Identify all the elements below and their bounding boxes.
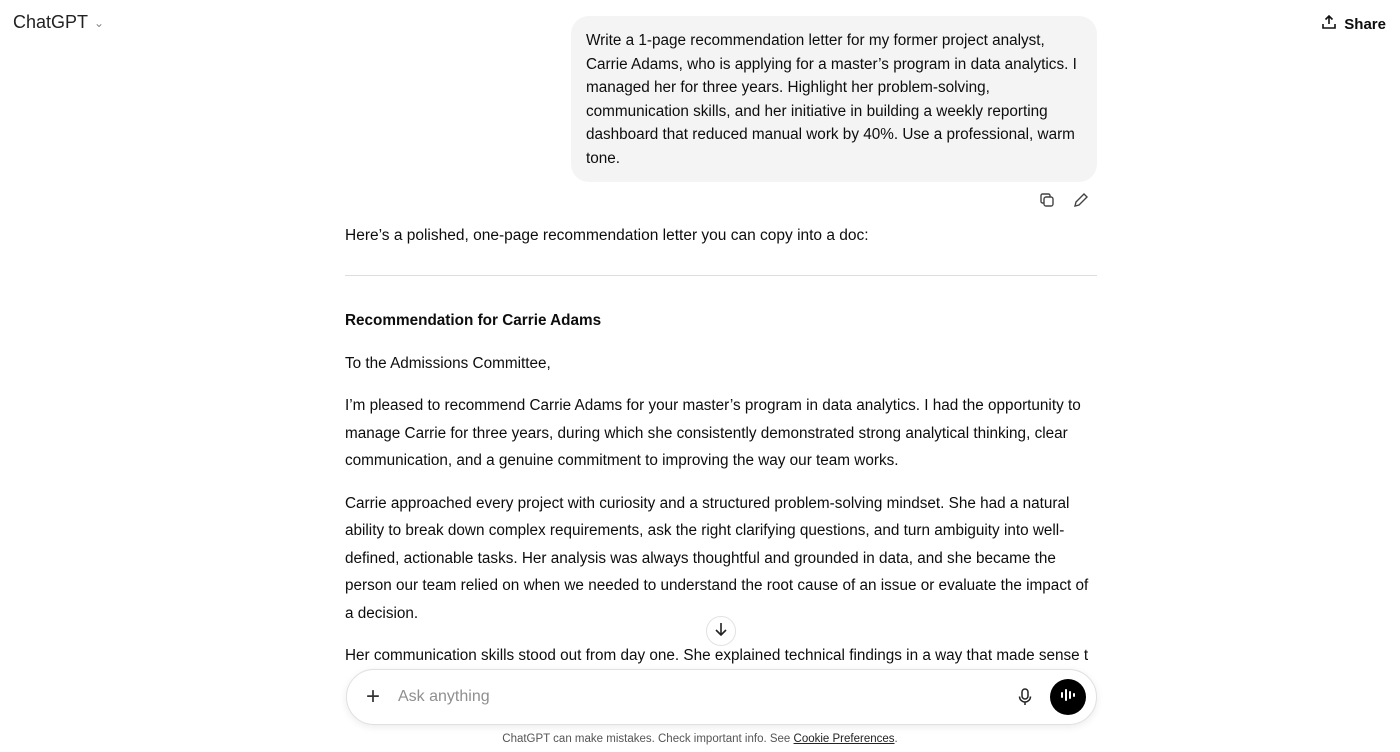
scroll-down-button[interactable] bbox=[706, 616, 736, 646]
cookie-preferences-link[interactable]: Cookie Preferences bbox=[793, 733, 895, 745]
composer bbox=[346, 669, 1097, 725]
microphone-icon[interactable] bbox=[1014, 688, 1036, 706]
message-input[interactable] bbox=[398, 688, 1014, 706]
letter-paragraph: I’m pleased to recommend Carrie Adams for your master’s program in data analytics. I had the opportunity to manage Carrie for three years, during which she consistently demonstrated strong analytical thinking, clear communication, and a genuine commitment to improving the way our team works. bbox=[345, 397, 1081, 469]
chevron-down-icon: ⌄ bbox=[94, 15, 105, 30]
disclaimer-end: . bbox=[894, 733, 898, 745]
waveform-icon bbox=[1060, 688, 1076, 707]
share-label: Share bbox=[1344, 15, 1386, 33]
letter-paragraph: Her communication skills stood out from day one. She explained technical findings in a way that made sense t bbox=[345, 647, 1089, 664]
arrow-down-icon bbox=[714, 622, 728, 641]
edit-icon[interactable] bbox=[1071, 190, 1091, 210]
disclaimer-text: ChatGPT can make mistakes. Check important info. See bbox=[502, 733, 794, 745]
letter-title: Recommendation for Carrie Adams bbox=[345, 312, 602, 329]
divider bbox=[345, 275, 1097, 276]
letter-paragraph: Carrie approached every project with curiosity and a structured problem-solving mindset. She had a natural ability to break down complex requirements, ask the right clarifying questions, and turn ambiguity into well-defined, actionable tasks. Her analysis was always thoughtful and grounded in data, and she became the person our team relied on when we needed to understand the root cause of an issue or evaluate the impact of a decision. bbox=[345, 494, 1089, 622]
model-name: ChatGPT bbox=[13, 12, 89, 32]
plus-icon[interactable]: + bbox=[365, 683, 380, 710]
user-message: Write a 1-page recommendation letter for my former project analyst, Carrie Adams, who is applying for a master’s program in data analytics. I managed her for three years. Highlight her problem-solving, communication skills, and her initiative in building a weekly reporting dashboard that reduced manual work by 40%. Use a professional, warm tone. bbox=[571, 16, 1097, 182]
user-message-actions bbox=[1037, 190, 1091, 210]
share-button[interactable] bbox=[1321, 14, 1386, 34]
disclaimer bbox=[0, 733, 1400, 745]
letter-paragraph: To the Admissions Committee, bbox=[345, 354, 551, 372]
model-selector[interactable] bbox=[13, 12, 104, 33]
assistant-intro: Here’s a polished, one-page recommendation letter you can copy into a doc: bbox=[345, 227, 869, 244]
voice-mode-button[interactable] bbox=[1050, 679, 1086, 715]
copy-icon[interactable] bbox=[1037, 190, 1057, 210]
share-icon bbox=[1321, 14, 1337, 34]
